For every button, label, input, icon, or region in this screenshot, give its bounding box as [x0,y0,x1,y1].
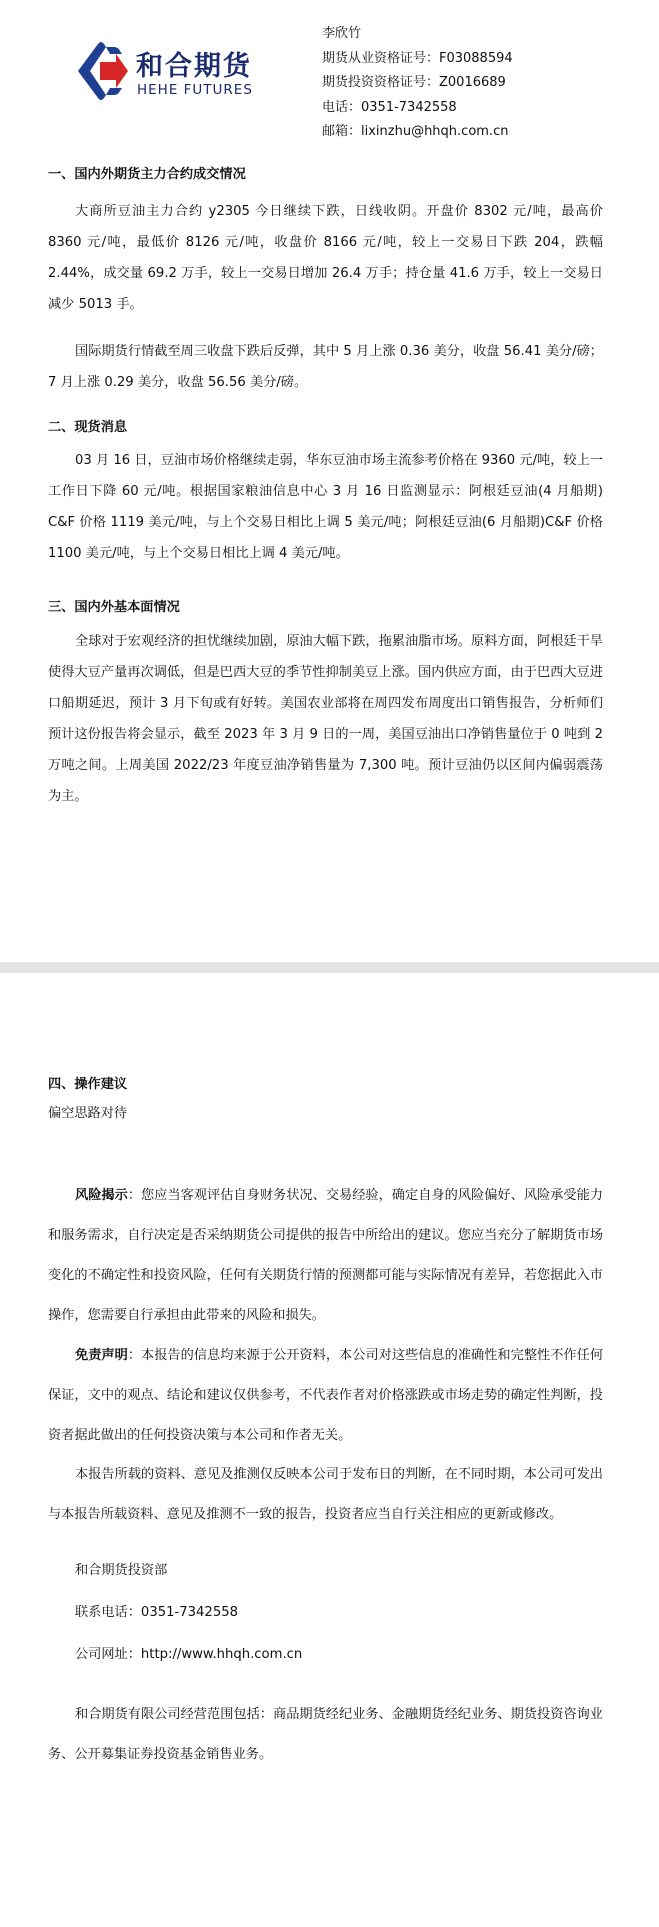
footer-department: 和合期货投资部 [75,1563,168,1578]
section-3-paragraph-1: 全球对于宏观经济的担忧继续加剧，原油大幅下跌，拖累油脂市场。原料方面，阿根廷干旱使得大豆产量再次调低，但是巴西大豆的季节性抑制美豆上涨。国内供应方面，由于巴西大豆进口船期延迟，预计 3 月下旬或有好转。美国农业部将在周四发布周度出口销售报告，分析师们预计这份报告将会显示，截至 2023 年 3 月 9 日的一周，美国豆油出口净销售量位于 0 吨到 2 万吨之间。上周美国 2022/23 年度豆油净销售量为 7,300 吨。预计豆油仍以区间内偏弱震荡为主。 [48,634,603,804]
section-1-paragraph-1: 大商所豆油主力合约 y2305 今日继续下跌，日线收阴。开盘价 8302 元/吨，最高价 8360 元/吨，最低价 8126 元/吨，收盘价 8166 元/吨，较上一交易日下跌 204，跌幅 2.44%，成交量 69.2 万手，较上一交易日增加 26.4 万手；持仓量 41.6 万手，较上一交易日减少 5013 手。 [48,204,603,312]
page-2 [0,973,659,1927]
risk-disclosure [48,1176,603,1336]
logo-mark-icon [70,38,132,104]
risk-text: ：您应当客观评估自身财务状况、交易经验，确定自身的风险偏好、风险承受能力和服务需求，自行决定是否采纳期货公司提供的报告中所给出的建议。您应当充分了解期货市场变化的不确定性和投资风险，任何有关期货行情的预测都可能与实际情况有差异，若您据此入市操作，您需要自行承担由此带来的风险和损失。 [48,1188,604,1323]
section-1-paragraph-2: 国际期货行情截至周三收盘下跌后反弹，其中 5 月上涨 0.36 美分，收盘 56.41 美分/磅；7 月上涨 0.29 美分，收盘 56.56 美分/磅。 [48,344,603,390]
license-practice: 期货从业资格证号：F03088594 [322,50,513,66]
logo-name-en: HEHE FUTURES [137,82,253,98]
contact-phone: 电话：0351-7342558 [322,99,457,115]
disclaimer [48,1336,603,1456]
section-2-title: 二、现货消息 [48,420,128,435]
disclaimer-text: ：本报告的信息均来源于公开资料，本公司对这些信息的准确性和完整性不作任何保证，文中的观点、结论和建议仅供参考，不代表作者对价格涨跌或市场走势的确定性判断，投资者据此做出的任何投资决策与本公司和作者无关。 [48,1348,604,1443]
footer-website: 公司网址：http://www.hhqh.com.cn [75,1647,303,1662]
operation-advice: 偏空思路对待 [48,1106,128,1121]
footer-phone: 联系电话：0351-7342558 [75,1605,238,1620]
page-1 [0,0,659,962]
disclaimer-label: 免责声明 [75,1348,128,1363]
section-1-title: 一、国内外期货主力合约成交情况 [48,167,246,182]
risk-label: 风险揭示 [75,1188,128,1203]
license-advisory: 期货投资资格证号：Z0016689 [322,75,506,90]
page-separator [0,962,659,973]
section-2-paragraph-1: 03 月 16 日，豆油市场价格继续走弱，华东豆油市场主流参考价格在 9360 元/吨，较上一工作日下降 60 元/吨。根据国家粮油信息中心 3 月 16 日监测显示：阿根廷豆油(4 月船期) C&F 价格 1119 美元/吨，与上个交易日相比上调 5 美元/吨；阿根廷豆油(6 月船期)C&F 价格 1100 美元/吨，与上个交易日相比上调 4 美元/吨。 [48,453,603,561]
opinion-statement: 本报告所载的资料、意见及推测仅反映本公司于发布日的判断，在不同时期，本公司可发出与本报告所载资料、意见及推测不一致的报告，投资者应当自行关注相应的更新或修改。 [48,1467,603,1522]
logo-name-cn: 和合期货 [136,51,252,82]
section-4-title: 四、操作建议 [48,1077,128,1092]
business-scope: 和合期货有限公司经营范围包括：商品期货经纪业务、金融期货经纪业务、期货投资咨询业务、公开募集证券投资基金销售业务。 [48,1707,603,1762]
section-3-title: 三、国内外基本面情况 [48,600,180,615]
company-logo [70,38,270,106]
contact-email: 邮箱：lixinzhu@hhqh.com.cn [322,124,509,139]
analyst-name: 李欣竹 [322,26,362,41]
analyst-contact [322,22,513,145]
